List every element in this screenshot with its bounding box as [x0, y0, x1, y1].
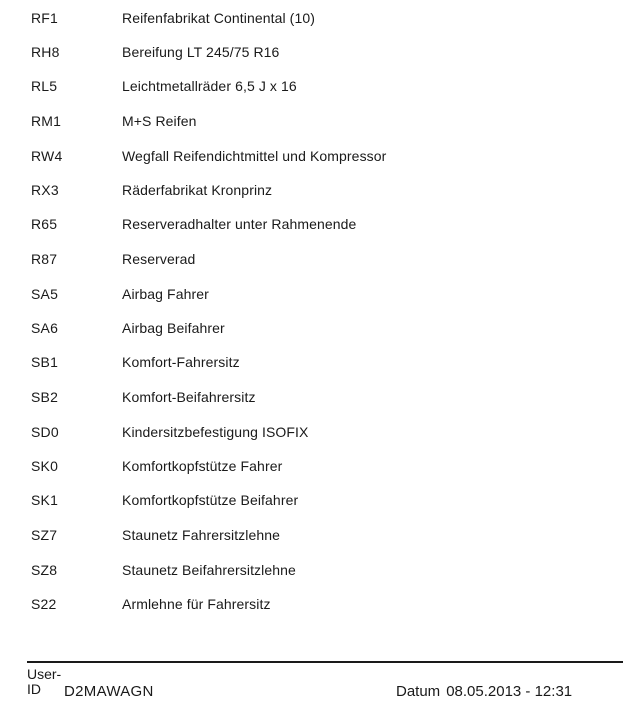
option-description: Leichtmetallräder 6,5 J x 16 [122, 78, 297, 94]
option-row [0, 145, 625, 167]
option-code: RM1 [31, 113, 62, 129]
option-description: M+S Reifen [122, 113, 197, 129]
option-description: Komfort-Fahrersitz [122, 354, 240, 370]
option-code: SZ7 [31, 527, 58, 543]
option-row [0, 593, 625, 615]
option-code: R87 [31, 251, 58, 267]
option-row [0, 351, 625, 373]
option-description: Räderfabrikat Kronprinz [122, 182, 273, 198]
option-row [0, 386, 625, 408]
option-row [0, 213, 625, 235]
option-description: Staunetz Beifahrersitzlehne [122, 562, 296, 578]
option-description: Airbag Beifahrer [122, 320, 225, 336]
option-row [0, 7, 625, 29]
option-description: Komfortkopfstütze Fahrer [122, 458, 283, 474]
option-description: Komfortkopfstütze Beifahrer [122, 492, 299, 508]
option-description: Staunetz Fahrersitzlehne [122, 527, 281, 543]
option-row [0, 283, 625, 305]
option-row [0, 421, 625, 443]
option-code: RW4 [31, 148, 63, 164]
option-code: SB1 [31, 354, 59, 370]
option-description: Armlehne für Fahrersitz [122, 596, 271, 612]
option-code: RF1 [31, 10, 59, 26]
option-code: SA5 [31, 286, 59, 302]
option-description: Reserverad [122, 251, 196, 267]
option-row [0, 248, 625, 270]
option-code: S22 [31, 596, 57, 612]
date-field [396, 683, 572, 701]
option-code: RL5 [31, 78, 58, 94]
option-row [0, 75, 625, 97]
option-description: Wegfall Reifendichtmittel und Kompressor [122, 148, 387, 164]
user-id-value: D2MAWAGN [64, 683, 154, 700]
option-row [0, 110, 625, 132]
option-description: Bereifung LT 245/75 R16 [122, 44, 280, 60]
option-row [0, 455, 625, 477]
option-code: SD0 [31, 424, 59, 440]
option-code: SK1 [31, 492, 59, 508]
option-description: Reserveradhalter unter Rahmenende [122, 216, 357, 232]
option-code: SK0 [31, 458, 59, 474]
option-row [0, 41, 625, 63]
option-row [0, 317, 625, 339]
footer-divider [27, 661, 623, 663]
option-description: Kindersitzbefestigung ISOFIX [122, 424, 309, 440]
option-description: Reifenfabrikat Continental (10) [122, 10, 315, 26]
date-value: 08.05.2013 - 12:31 [446, 683, 573, 700]
option-code: SA6 [31, 320, 59, 336]
option-row [0, 179, 625, 201]
option-code: RX3 [31, 182, 59, 198]
option-row [0, 489, 625, 511]
option-code: SB2 [31, 389, 59, 405]
option-row [0, 559, 625, 581]
option-row [0, 524, 625, 546]
option-code: RH8 [31, 44, 60, 60]
user-id-label: User-ID [27, 666, 62, 697]
option-code: SZ8 [31, 562, 58, 578]
date-label: Datum [396, 683, 441, 700]
option-code: R65 [31, 216, 58, 232]
option-description: Airbag Fahrer [122, 286, 209, 302]
option-description: Komfort-Beifahrersitz [122, 389, 256, 405]
